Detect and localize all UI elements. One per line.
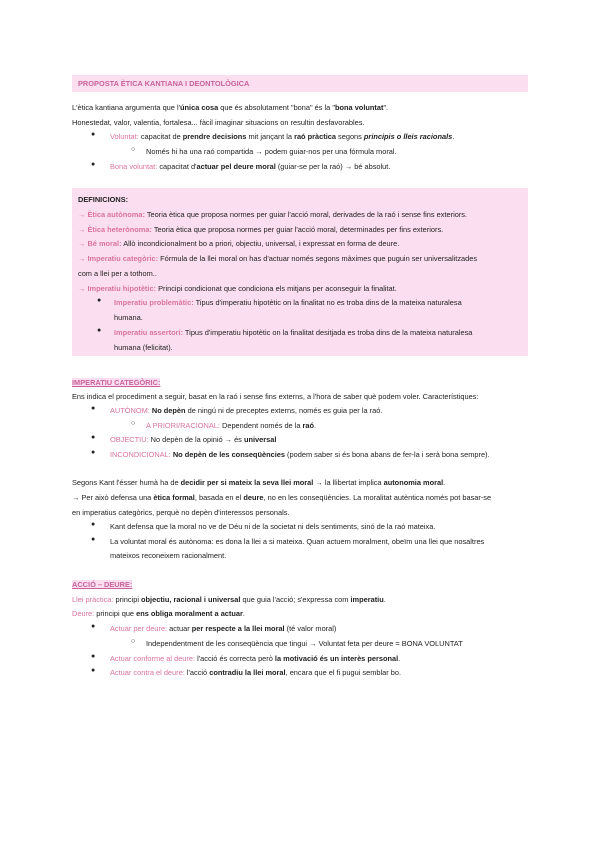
llei-practica-line: Llei pràctica: principi objectiu, racional i universal que guia l'acció; s'expressa com imperatiu. [72,595,386,604]
incondicional-item: INCONDICIONAL: No depèn de les conseqüències (podem saber si és bona abans de fer-la i serà bona sempre). [110,450,490,459]
bullet-icon: ● [91,449,96,456]
autonom-item: AUTÒNOM: No depèn de ningú ni de preceptes externs, només es guia per la raó. [110,406,383,415]
intro-line-1: L'ètica kantiana argumenta que l'única cosa que és absolutament "bona" és la "bona voluntat". [72,103,389,112]
actuar-conforme-item: Actuar conforme al deure: l'acció és correcta però la motivació és un interès personal. [110,654,401,663]
definitions-title: DEFINICIONS: [78,195,129,204]
bullet-icon: ● [97,297,102,304]
def-etica-autonoma: → Ètica autònoma: Teoria ètica que proposa normes per guiar l'acció moral, derivades de la raó i sense fins exteriors. [78,210,468,219]
kant-bullet-1: Kant defensa que la moral no ve de Déu ni de la societat ni dels sentiments, sinó de la raó mateixa. [110,522,436,531]
section-title-accio: ACCIÓ – DEURE: [72,580,133,589]
bullet-icon: ● [91,536,96,543]
def-imperatiu-problematic-cont: humana. [114,313,143,322]
bullet-icon: ● [91,405,96,412]
voluntat-subitem: Només hi ha una raó compartida → podem guiar-nos per una fórmula moral. [146,147,397,156]
bullet-icon: ● [91,131,96,138]
bullet-icon: ● [91,521,96,528]
actuar-contra-item: Actuar contra el deure: l'acció contradiu la llei moral, encara que el fi pugui semblar bo. [110,668,402,677]
kant-para-2-cont: en imperatius categòrics, perquè no depèn d'interessos personals. [72,508,290,517]
objectiu-item: OBJECTIU: No depèn de la opinió → és universal [110,435,277,444]
hollow-bullet-icon: ○ [131,146,136,153]
def-imperatiu-hipotetic: → Imperatiu hipotètic: Principi condicionat que condiciona els mitjans per aconseguir la finalitat. [78,284,397,293]
def-imperatiu-assertori: Imperatiu assertori: Tipus d'imperatiu hipotètic on la finalitat desitjada es troba dins de la mateixa naturalesa [114,328,473,337]
kant-bullet-2-cont: mateixos reconeixem racionalment. [110,551,227,560]
page-title: PROPOSTA ÈTICA KANTIANA I DEONTOLÒGICA [78,79,250,88]
bullet-icon: ● [91,434,96,441]
def-imperatiu-assertori-cont: humana (felicitat). [114,343,173,352]
def-imperatiu-problematic: Imperatiu problemàtic: Tipus d'imperatiu hipotètic on la finalitat no es troba dins de la mateixa naturalesa [114,298,462,307]
bona-voluntat-item: Bona voluntat: capacitat d'actuar pel deure moral (guiar-se per la raó) → bé absolut. [110,162,391,171]
actuar-per-deure-item: Actuar per deure: actuar per respecte a la llei moral (té valor moral) [110,624,337,633]
kant-bullet-2: La voluntat moral és autònoma: es dona la llei a si mateixa. Quan actuem moralment, obeïm una llei que nosaltres [110,537,485,546]
bullet-icon: ● [91,161,96,168]
bullet-icon: ● [91,667,96,674]
def-etica-heteronoma: → Ètica heterònoma: Teoria ètica que proposa normes per guiar l'acció moral, determinades per fins exteriors. [78,225,444,234]
bullet-icon: ● [91,653,96,660]
bullet-icon: ● [91,623,96,630]
section-title-imperatiu: IMPERATIU CATEGÒRIC: [72,378,161,387]
intro-line-2: Honestedat, valor, valentia, fortalesa... fàcil imaginar situacions on resultin desfavorables. [72,118,365,127]
hollow-bullet-icon: ○ [131,638,136,645]
bullet-icon: ● [97,327,102,334]
def-imperatiu-categoric-cont: com a llei per a tothom.. [78,269,157,278]
def-imperatiu-categoric: → Imperatiu categòric: Fórmula de la llei moral on has d'actuar només segons màximes que puguin ser universalitzades [78,254,478,263]
hollow-bullet-icon: ○ [131,420,136,427]
actuar-per-deure-subitem: Independentment de les conseqüència que tingui → Voluntat feta per deure = BONA VOLUNTAT [146,639,463,648]
deure-line: Deure: principi que ens obliga moralment a actuar. [72,609,245,618]
a-priori-item: A PRIORI/RACIONAL: Dependent només de la raó. [146,421,317,430]
def-be-moral: → Bé moral: Allò incondicionalment bo a priori, objectiu, universal, i expressat en forma de deure. [78,239,400,248]
voluntat-item: Voluntat: capacitat de prendre decisions mit jançant la raó pràctica segons principis o lleis racionals. [110,132,455,141]
kant-para-1: Segons Kant l'ésser humà ha de decidir per si mateix la seva llei moral → la llibertat implica autonomia moral. [72,478,446,487]
cat-intro: Ens indica el procediment a seguir, basat en la raó i sense fins externs, a l'hora de saber què podem voler. Característiques: [72,392,479,401]
kant-para-2: → Per això defensa una ètica formal, basada en el deure, no en les conseqüències. La moralitat autèntica només pot basar-se [72,493,492,502]
